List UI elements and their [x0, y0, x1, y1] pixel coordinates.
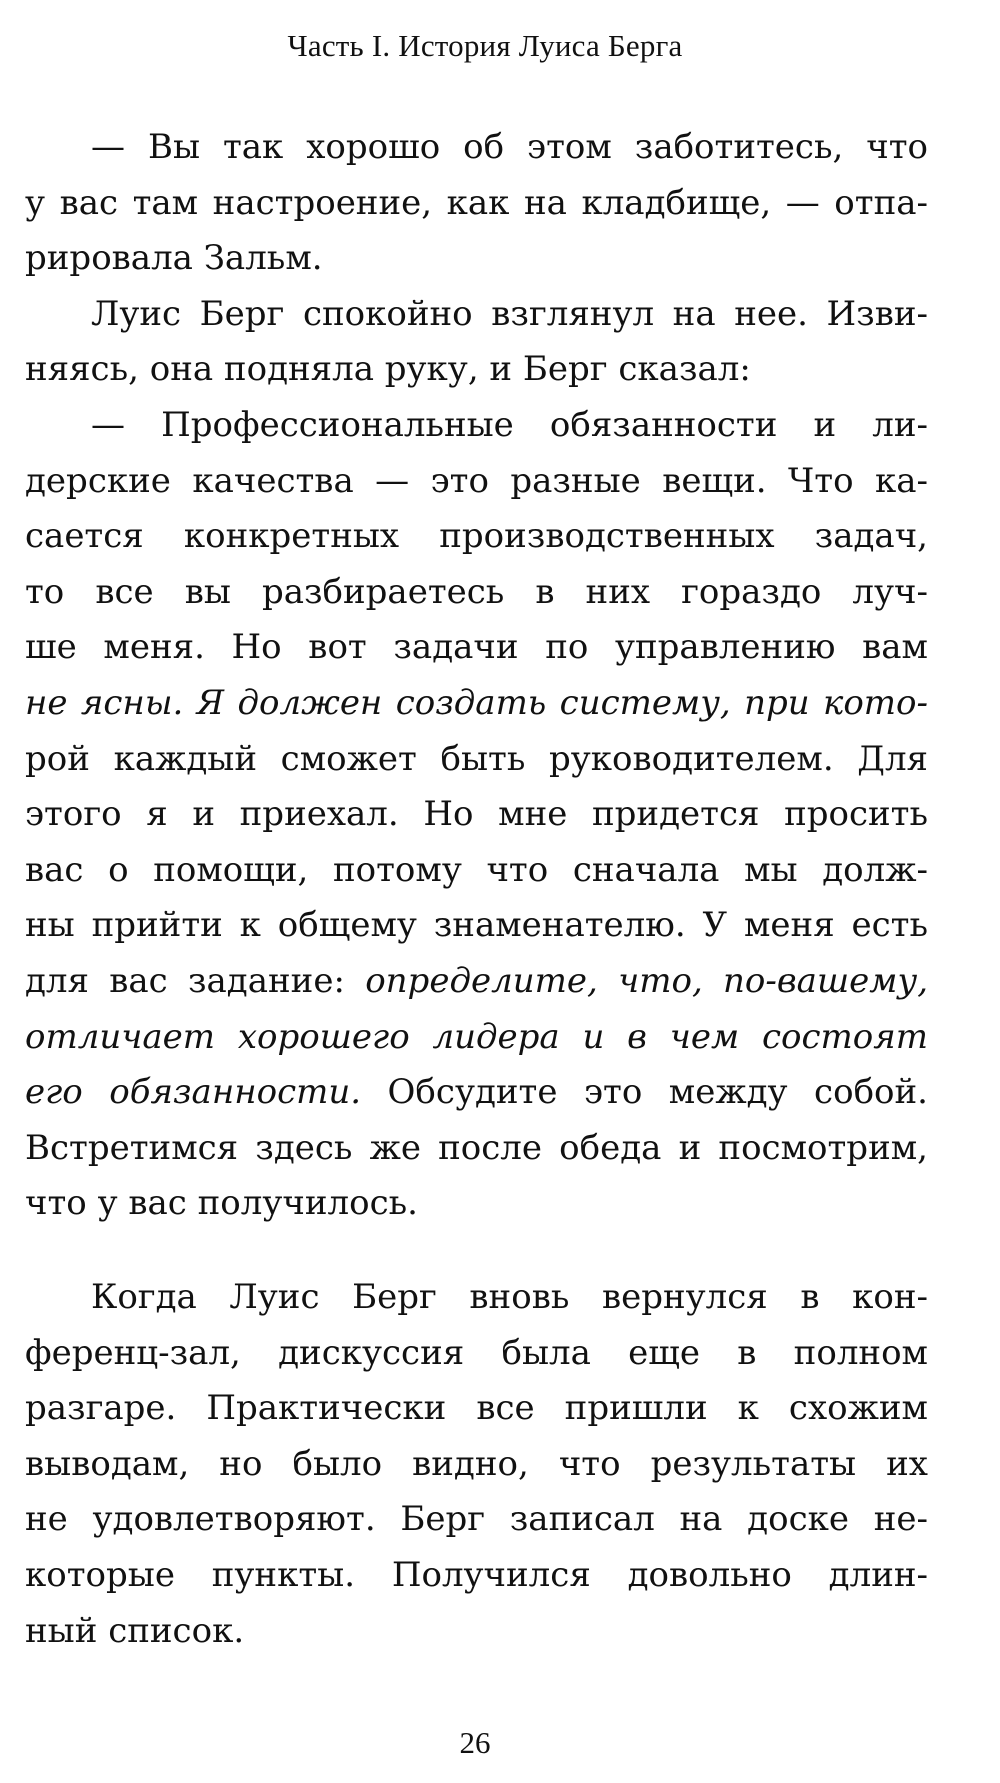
text-line: его обязанности. Обсудите это между собой. [25, 1072, 928, 1113]
text-line: няясь, она подняла руку, и Берг сказал: [25, 349, 751, 390]
text-line: не удовлетворяют. Берг записал на доске не- [25, 1499, 928, 1540]
text-line: дерские качества — это разные вещи. Что ка- [25, 460, 928, 501]
text-line: рой каждый сможет быть руководителем. Для [25, 738, 928, 779]
text-line: которые пункты. Получился довольно длин- [25, 1554, 928, 1595]
text-line: этого я и приехал. Но мне придется просить [25, 794, 928, 835]
running-head: Часть I. История Луиса Берга [287, 28, 683, 63]
text-line: Встретимся здесь же после обеда и посмотрим, [25, 1127, 928, 1168]
text-block-1 [25, 120, 928, 1232]
text-line: сается конкретных производственных задач, [25, 516, 928, 557]
text-line: разгаре. Практически все пришли к схожим [25, 1388, 928, 1429]
text-line: ше меня. Но вот задачи по управлению вам [25, 627, 928, 668]
text-line: рировала Зальм. [25, 238, 323, 279]
text-line-italic: не ясны. Я должен создать систему, при кото- [25, 682, 928, 723]
page-number: 26 [459, 1725, 491, 1760]
text-line: Когда Луис Берг вновь вернулся в кон- [91, 1277, 928, 1317]
text-line: вас о помощи, потому что сначала мы долж- [25, 849, 928, 890]
text-line: Луис Берг спокойно взглянул на нее. Изви- [91, 293, 928, 334]
text-line: — Профессиональные обязанности и ли- [91, 404, 928, 445]
text-line: что у вас получилось. [25, 1183, 418, 1224]
text-line: — Вы так хорошо об этом заботитесь, что [91, 127, 928, 167]
text-line: ференц-зал, дискуссия была еще в полном [25, 1332, 928, 1373]
text-line: то все вы разбираетесь в них гораздо луч- [25, 571, 928, 612]
text-block-2 [25, 1270, 928, 1659]
text-line: ный список. [25, 1610, 245, 1651]
text-line: у вас там настроение, как на кладбище, — отпа- [25, 182, 928, 223]
text-line: для вас задание: определите, что, по-вашему, [25, 960, 929, 1001]
text-line-italic: отличает хорошего лидера и в чем состоят [25, 1016, 928, 1057]
text-line: ны прийти к общему знаменателю. У меня есть [25, 905, 928, 946]
text-line: выводам, но было видно, что результаты их [25, 1443, 928, 1484]
